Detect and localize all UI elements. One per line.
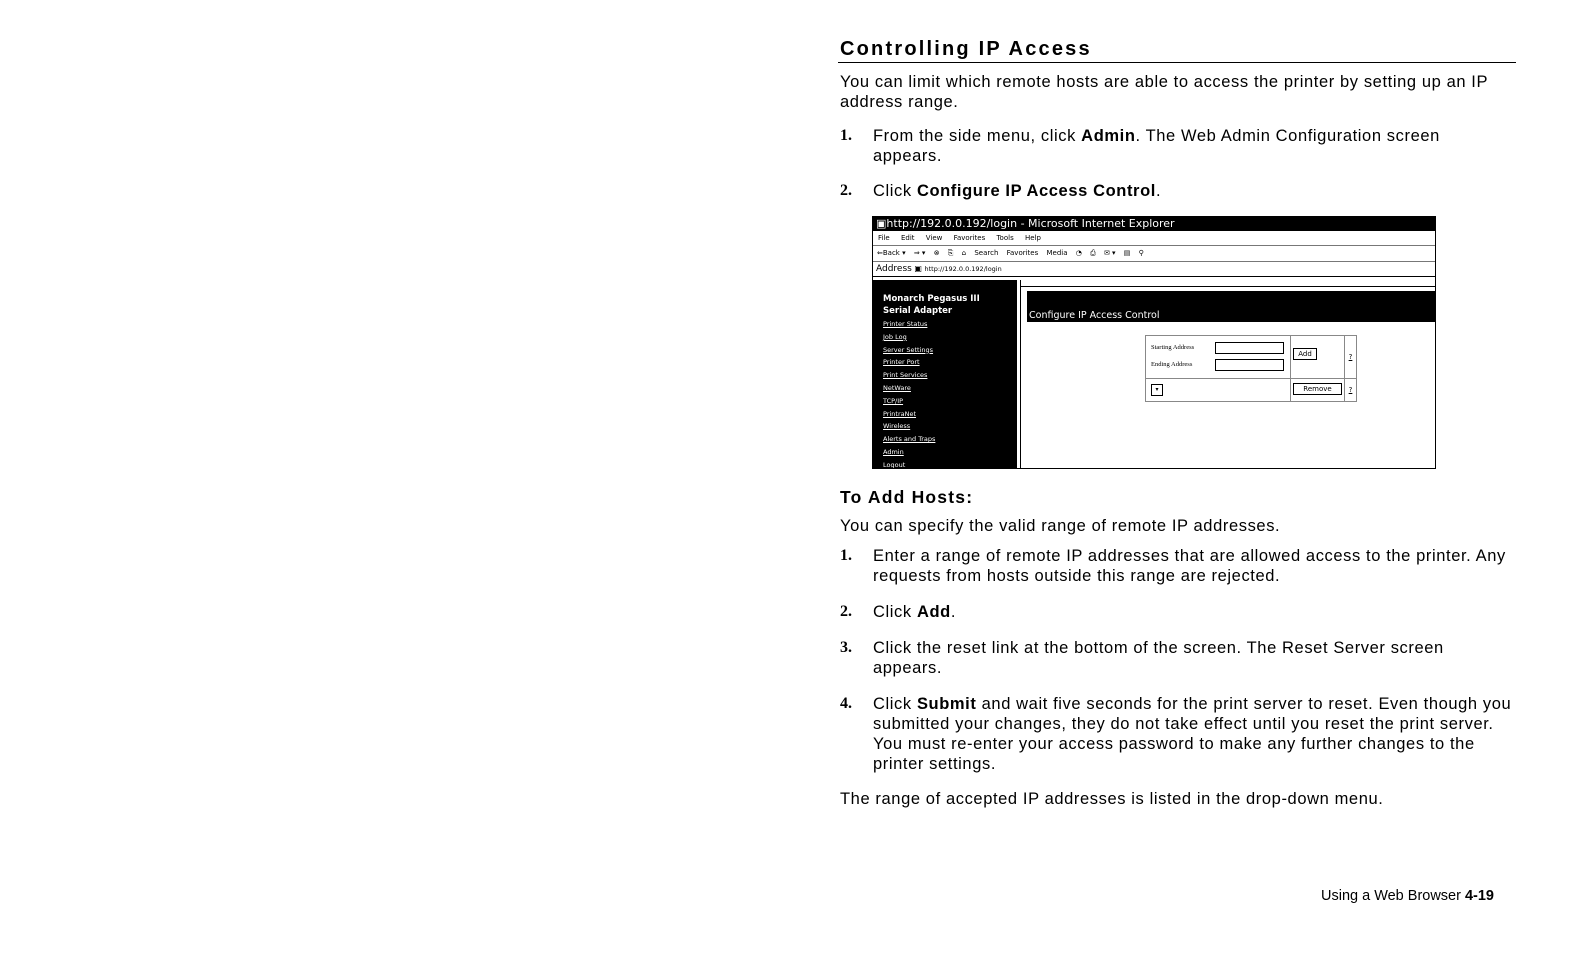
step-item: 3. Click the reset link at the bottom of the screen. The Reset Server screen appears.: [840, 639, 1444, 677]
side-link-admin[interactable]: Admin: [883, 447, 904, 456]
range-dropdown[interactable]: [1151, 384, 1163, 396]
range-dropdown-cell: [1146, 379, 1291, 402]
print-icon[interactable]: ⎙: [1090, 249, 1096, 257]
side-link-alerts[interactable]: Alerts and Traps: [883, 435, 936, 444]
edit-icon[interactable]: ▤: [1123, 249, 1131, 257]
side-menu: [873, 280, 1017, 468]
chevron-down-icon: ▾: [1155, 386, 1159, 393]
forward-button[interactable]: ⇒ ▾: [913, 249, 926, 257]
browser-title: http://192.0.0.192/login - Microsoft Internet Explorer: [886, 217, 1175, 230]
history-icon[interactable]: ◔: [1075, 249, 1082, 257]
search-button[interactable]: Search: [974, 249, 999, 257]
menu-file[interactable]: File: [878, 234, 890, 242]
side-link-tcpip[interactable]: TCP/IP: [883, 396, 904, 405]
page-footer: [1321, 888, 1494, 904]
address-label: Address: [876, 264, 912, 274]
starting-address-label: Starting Address: [1151, 344, 1195, 351]
stop-icon[interactable]: ⊗: [933, 249, 940, 257]
footer-label: Using a Web Browser: [1321, 888, 1461, 904]
page-banner: [1027, 291, 1435, 322]
step-item: 1. From the side menu, click Admin. The Web Admin Configuration screen appears.: [840, 127, 1440, 165]
browser-screenshot: [872, 216, 1436, 469]
menu-favorites[interactable]: Favorites: [953, 234, 986, 242]
remove-cell: [1291, 379, 1345, 402]
step-number: 3.: [840, 639, 852, 656]
starting-address-input[interactable]: [1215, 342, 1284, 354]
step-number: 2.: [840, 182, 852, 199]
address-input[interactable]: http://192.0.0.192/login: [924, 265, 1002, 273]
step-item: 1. Enter a range of remote IP addresses that are allowed access to the printer. Any requests from hosts outside this range are rejected.: [840, 547, 1506, 585]
address-fields: [1146, 336, 1291, 379]
discuss-icon[interactable]: ⚲: [1138, 249, 1144, 257]
step-number: 2.: [840, 603, 852, 620]
remove-help-link[interactable]: ?: [1345, 379, 1357, 402]
step-number: 1.: [840, 547, 852, 564]
side-link-printer-status[interactable]: Printer Status: [883, 320, 928, 328]
browser-toolbar: [873, 246, 1435, 262]
ie-page-icon: ▣: [876, 217, 887, 230]
section-title: Controlling IP Access: [838, 38, 1516, 63]
menu-help[interactable]: Help: [1024, 234, 1041, 242]
menu-view[interactable]: View: [925, 234, 943, 242]
side-link-netware[interactable]: NetWare: [883, 383, 911, 392]
side-link-printranet[interactable]: PrintraNet: [883, 409, 917, 418]
back-button[interactable]: ⇐Back ▾: [877, 249, 906, 257]
remove-button[interactable]: Remove: [1293, 383, 1342, 395]
ending-address-label: Ending Address: [1151, 361, 1193, 368]
closing-text: The range of accepted IP addresses is listed in the drop-down menu.: [840, 790, 1384, 808]
favorites-button[interactable]: Favorites: [1006, 249, 1039, 257]
side-link-server-settings[interactable]: Server Settings: [883, 345, 934, 354]
add-cell: [1291, 336, 1345, 379]
step-item: 4. Click Submit and wait five seconds for the print server to reset. Even though you submitted your changes, they do not take effect until you reset the print server. You must re-enter your access password to make any further changes to the printer settings.: [840, 695, 1512, 773]
step-number: 4.: [840, 695, 852, 712]
page-number: 4-19: [1464, 888, 1494, 904]
banner-title: Configure IP Access Control: [1029, 310, 1160, 321]
media-button[interactable]: Media: [1046, 249, 1068, 257]
section-intro: You can limit which remote hosts are able to access the printer by setting up an IP address range.: [840, 73, 1488, 111]
side-links: [883, 318, 935, 469]
side-brand: Monarch Pegasus III Serial Adapter: [883, 294, 980, 316]
ip-access-form: [1145, 335, 1357, 402]
side-link-printer-port[interactable]: Printer Port: [883, 358, 920, 367]
add-button[interactable]: Add: [1293, 348, 1317, 360]
step-item: 2. Click Add.: [840, 603, 956, 621]
side-link-print-services[interactable]: Print Services: [883, 371, 928, 380]
ending-address-input[interactable]: [1215, 359, 1284, 371]
side-link-wireless[interactable]: Wireless: [883, 422, 911, 431]
subsection-intro: You can specify the valid range of remote IP addresses.: [840, 517, 1281, 535]
add-help-link[interactable]: ?: [1345, 336, 1357, 379]
side-link-logout[interactable]: Logout: [883, 460, 906, 469]
menu-tools[interactable]: Tools: [996, 234, 1014, 242]
frame-divider: [1017, 280, 1021, 468]
refresh-icon[interactable]: ⎘: [947, 249, 954, 257]
step-number: 1.: [840, 127, 852, 144]
browser-titlebar: [873, 217, 1435, 231]
step-item: 2. Click Configure IP Access Control.: [840, 182, 1162, 200]
page-icon: ▣: [914, 264, 922, 273]
step-note: You must re-enter your access password to make any further changes to the printer settings.: [873, 735, 1475, 773]
mail-icon[interactable]: ✉ ▾: [1103, 249, 1116, 257]
side-link-job-log[interactable]: Job Log: [883, 332, 907, 341]
home-icon[interactable]: ⌂: [961, 249, 967, 257]
browser-menubar: [873, 231, 1435, 246]
address-bar: [873, 262, 1435, 277]
subsection-title: To Add Hosts:: [840, 487, 974, 507]
menu-edit[interactable]: Edit: [900, 234, 915, 242]
